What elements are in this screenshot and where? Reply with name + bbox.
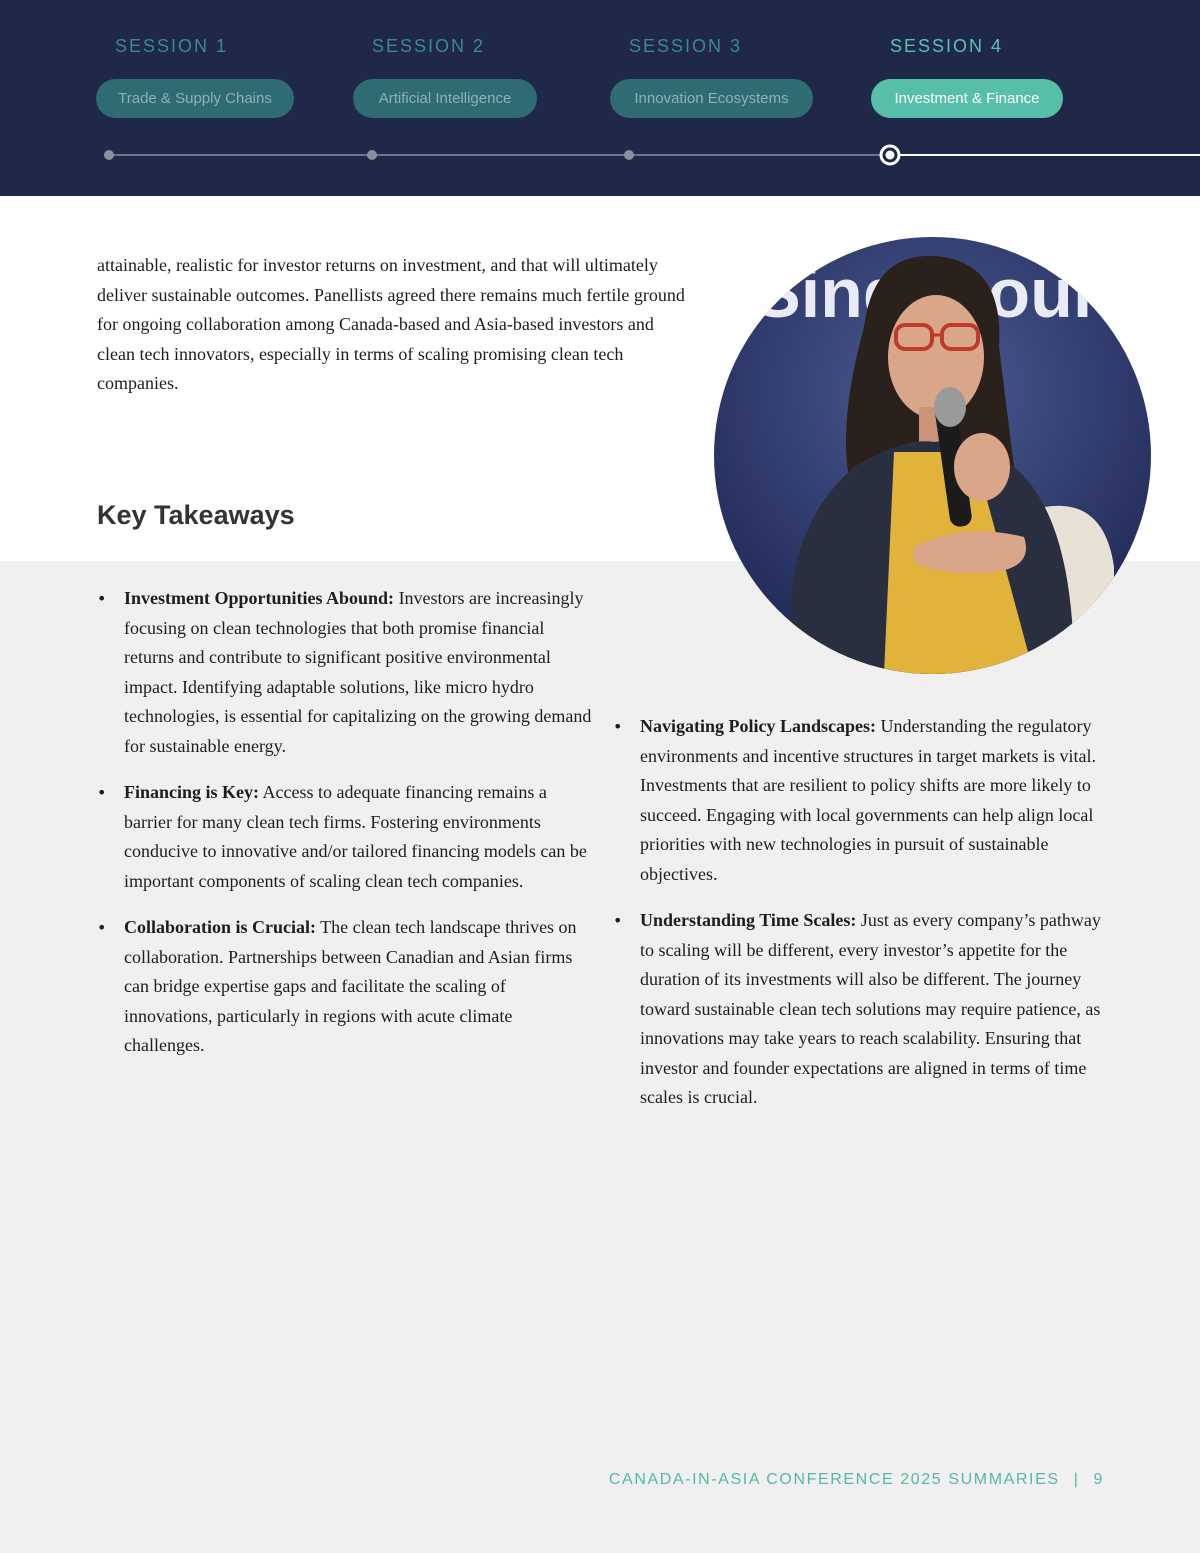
session-2-pill[interactable]: Artificial Intelligence xyxy=(353,79,537,118)
session-timeline xyxy=(0,140,1200,170)
page-number: 9 xyxy=(1093,1471,1104,1488)
session-2-label: SESSION 2 xyxy=(372,36,486,56)
session-3-pill[interactable]: Innovation Ecosystems xyxy=(610,79,813,118)
session-navigation xyxy=(0,0,1200,196)
session-1-label: SESSION 1 xyxy=(115,36,229,56)
list-item: • Understanding Time Scales: Just as every company’s pathway to scaling will be different, every investor’s appetite for the duration of its investments will also be different. The journey toward sustainable clean tech solutions may require patience, as innovations may take years to reach scalability. Ensuring that investor and founder expectations are aligned in terms of time scales is crucial. xyxy=(613,906,1113,1113)
timeline-dot-2[interactable] xyxy=(367,150,377,160)
page-footer xyxy=(609,1471,1104,1489)
timeline-dot-1[interactable] xyxy=(104,150,114,160)
intro-paragraph: attainable, realistic for investor returns on investment, and that will ultimately deliver sustainable outcomes. Panellists agreed there remains much fertile ground for ongoing collaboration among Canada-based and Asia-based investors and clean tech innovators, especially in terms of scaling promising clean tech companies. xyxy=(97,255,685,393)
list-item: • Investment Opportunities Abound: Investors are increasingly focusing on clean technologies that both promise financial returns and contribute to significant positive environmental impact. Identifying adaptable solutions, like micro hydro technologies, is essential for capitalizing on the growing demand for sustainable energy. xyxy=(97,584,597,761)
list-item: • Navigating Policy Landscapes: Understanding the regulatory environments and incentive structures in target markets is vital. Investments that are resilient to policy shifts are more likely to succeed. Engaging with local governments can help align local priorities with new technologies in pursuit of sustainable objectives. xyxy=(613,712,1113,889)
session-4-label: SESSION 4 xyxy=(890,36,1004,56)
session-1-pill[interactable]: Trade & Supply Chains xyxy=(96,79,294,118)
takeaways-right-column xyxy=(613,712,1113,1130)
list-item: • Collaboration is Crucial: The clean tech landscape thrives on collaboration. Partnerships between Canadian and Asian firms can bridge expertise gaps and facilitate the scaling of innovations, particularly in regions with acute climate challenges. xyxy=(97,913,597,1061)
footer-title: CANADA-IN-ASIA CONFERENCE 2025 SUMMARIES xyxy=(608,1471,1060,1488)
session-4-pill[interactable]: Investment & Finance xyxy=(871,79,1063,118)
session-3-label: SESSION 3 xyxy=(629,36,743,56)
footer-separator: | xyxy=(1073,1471,1080,1488)
list-item: • Financing is Key: Access to adequate financing remains a barrier for many clean tech firms. Fostering environments conducive to innovative and/or tailored financing models can be important components of scaling clean tech companies. xyxy=(97,778,597,896)
speaker-photo xyxy=(714,237,1151,674)
key-takeaways-heading: Key Takeaways xyxy=(97,500,295,530)
timeline-dot-3[interactable] xyxy=(624,150,634,160)
takeaways-left-column xyxy=(97,584,597,1078)
